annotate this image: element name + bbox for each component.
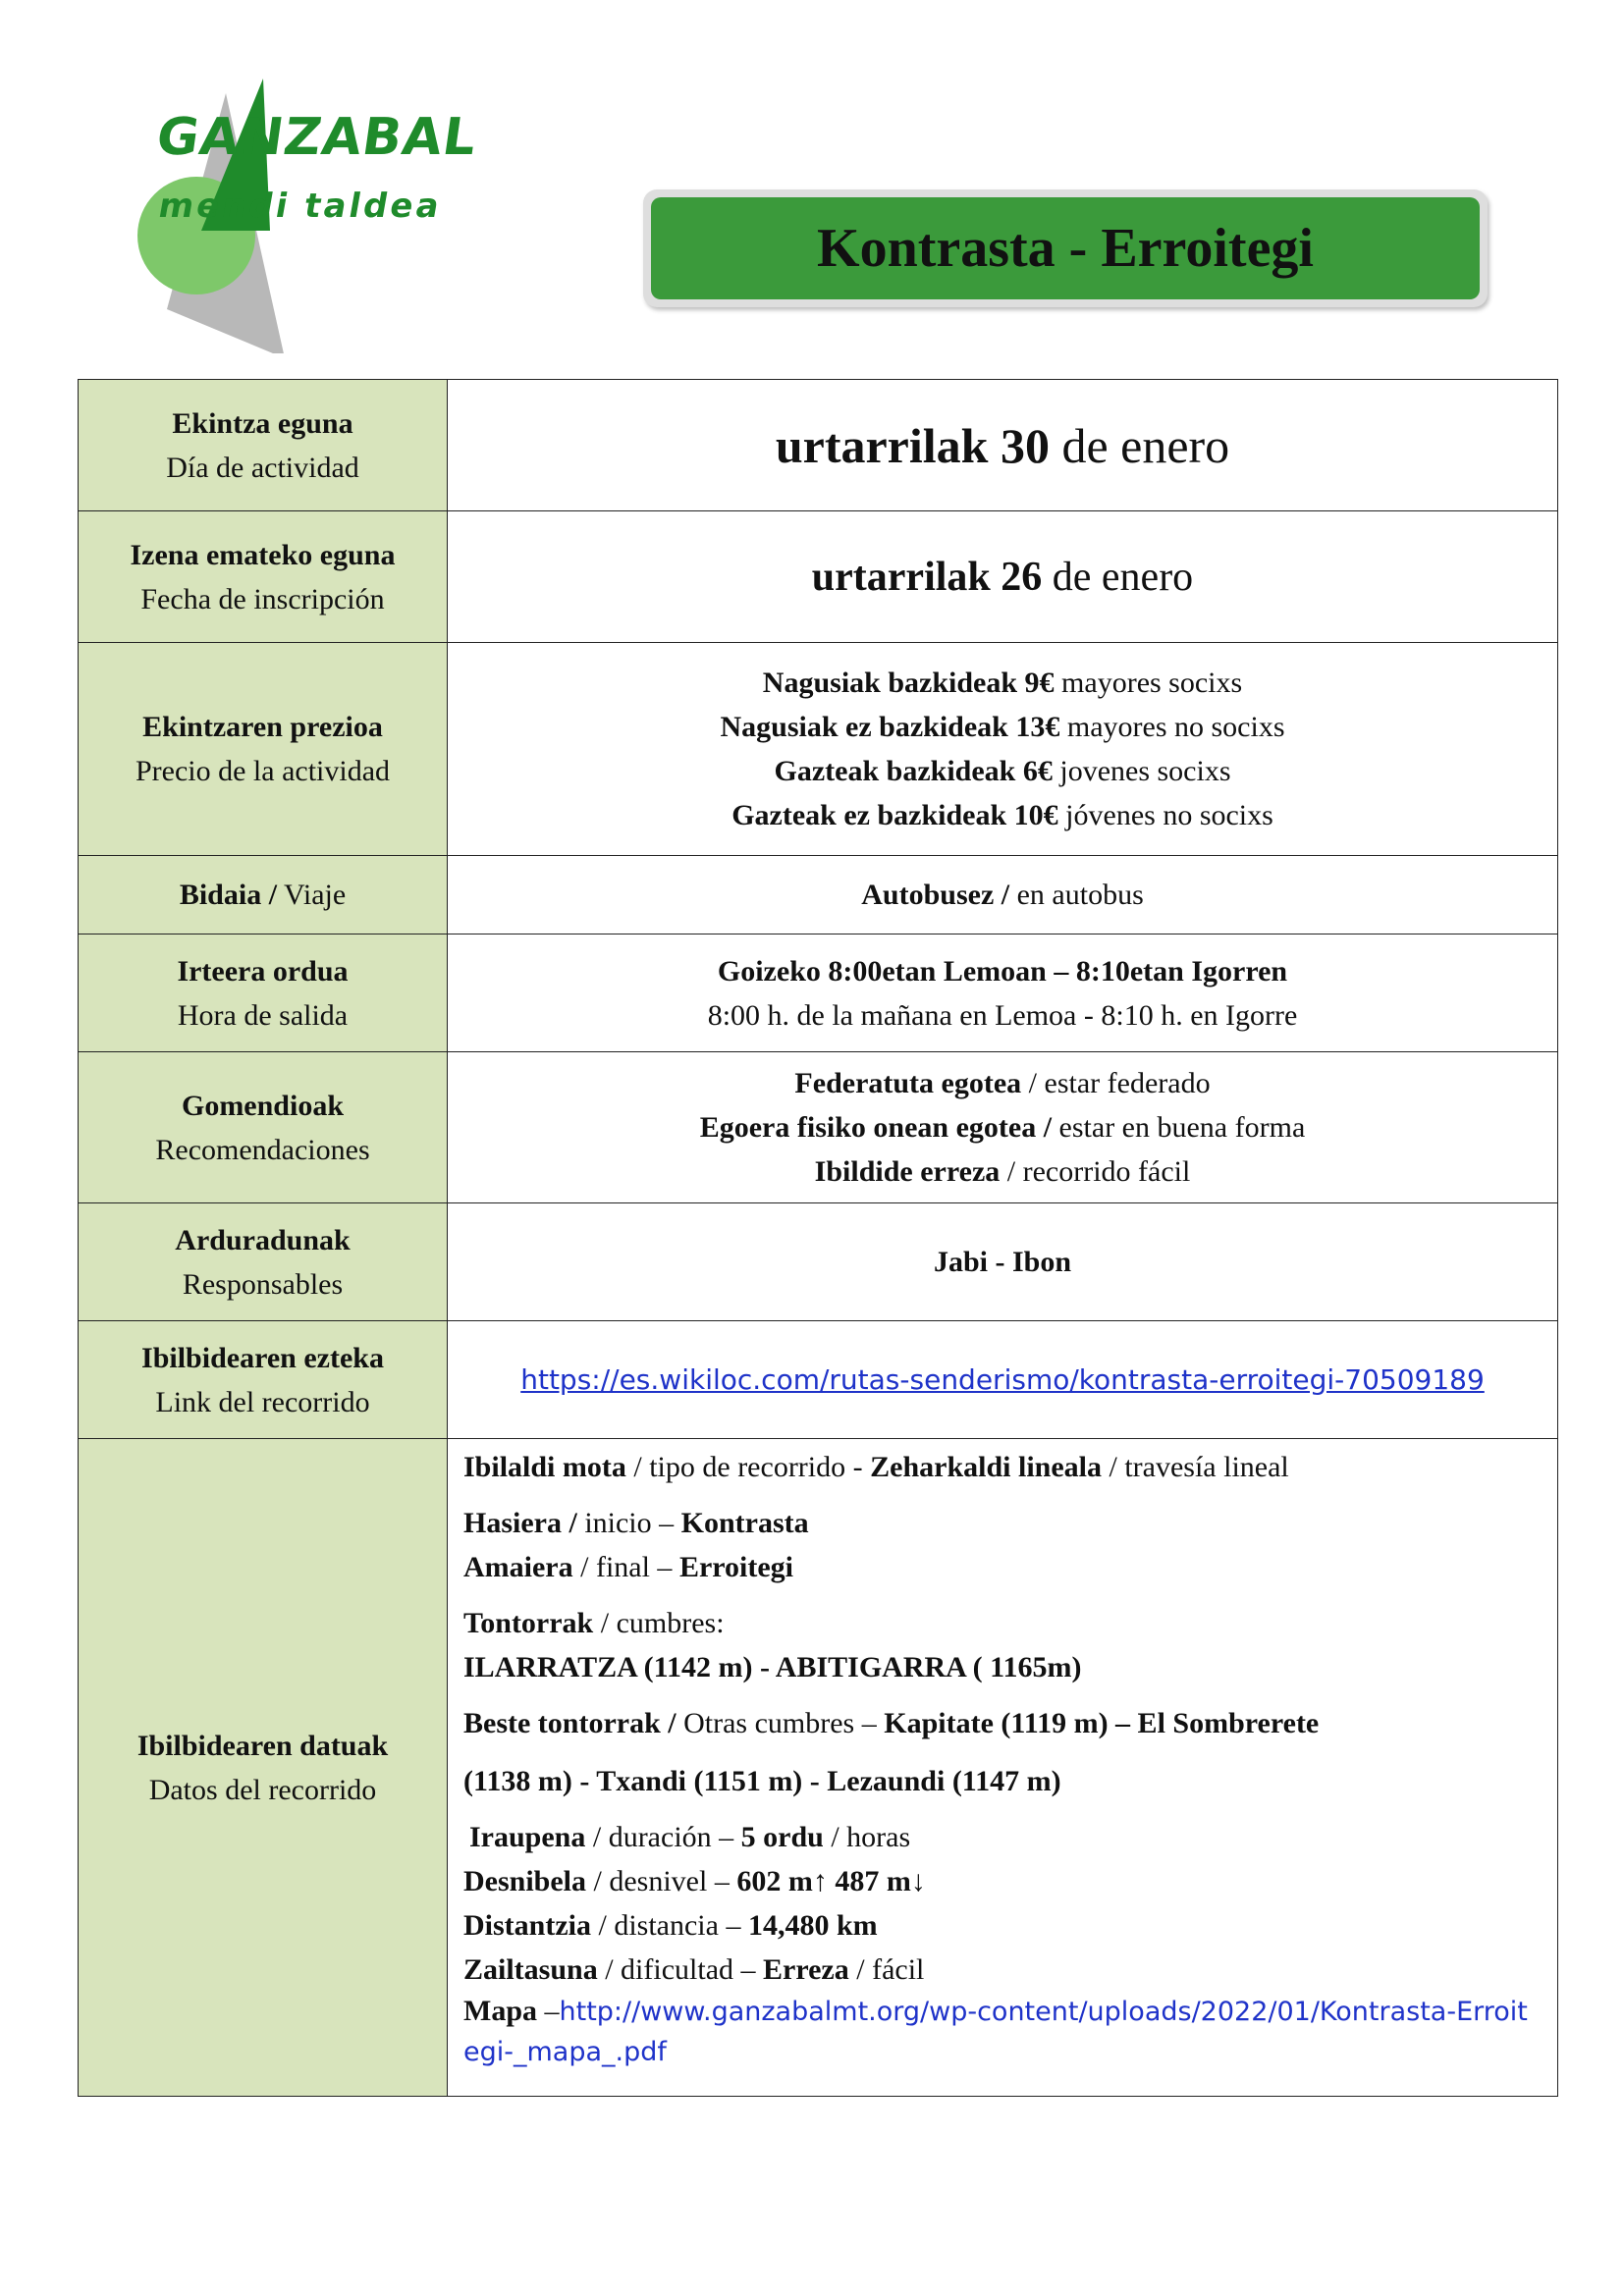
recommendation-line: [448, 1105, 1557, 1149]
duration-value: 5 ordu: [740, 1821, 824, 1853]
label-eu: Izena emateko eguna: [130, 538, 396, 571]
label-cell: [79, 1439, 448, 2097]
price-line-bold: Nagusiak ez bazkideak 13€: [720, 711, 1060, 743]
price-line: [448, 793, 1557, 837]
other-peaks-value-cont: (1138 m) - Txandi (1151 m) - Lezaundi (1147 m): [463, 1765, 1061, 1797]
label-es: Viaje: [277, 879, 347, 911]
label-cell: [79, 1203, 448, 1321]
label-cell: [79, 511, 448, 643]
page-title: Kontrasta - Erroitegi: [651, 197, 1480, 299]
departure-eu: Goizeko 8:00etan Lemoan – 8:10etan Igorren: [717, 954, 1288, 988]
elevation-es: / desnivel –: [586, 1865, 737, 1897]
row-registration-day: [79, 511, 1558, 643]
price-line-rest: jovenes socixs: [1052, 755, 1231, 787]
map-line: [463, 1992, 1540, 2072]
other-peaks-value: Kapitate (1119 m) – El Sombrerete: [884, 1707, 1320, 1739]
label-es: Datos del recorrido: [148, 1773, 377, 1806]
price-line: [448, 705, 1557, 749]
label-cell: [79, 643, 448, 856]
distance-es: / distancia –: [591, 1909, 748, 1942]
row-price: [79, 643, 1558, 856]
row-travel: [79, 856, 1558, 934]
label-es: Fecha de inscripción: [140, 582, 385, 615]
elevation-line: [463, 1859, 1540, 1903]
end-value: Erroitegi: [678, 1551, 794, 1583]
difficulty-value-es: / fácil: [848, 1953, 925, 1986]
label-cell: [79, 380, 448, 511]
price-line-rest: mayores socixs: [1054, 667, 1243, 699]
difficulty-label: Zailtasuna: [463, 1953, 598, 1986]
value-cell: [448, 1052, 1558, 1203]
distance-value: 14,480 km: [747, 1909, 878, 1942]
recommendation-rest: / recorrido fácil: [1000, 1155, 1191, 1188]
label-eu: Ibilbidearen ezteka: [141, 1341, 384, 1374]
value-cell: [448, 856, 1558, 934]
map-link[interactable]: http://www.ganzabalmt.org/wp-content/uploads/2022/01/Kontrasta-Erroitegi-_mapa_.pdf: [463, 1997, 1528, 2067]
duration-es: / duración –: [585, 1821, 741, 1853]
recommendation-rest: estar en buena forma: [1052, 1111, 1306, 1144]
label-eu: Irteera ordua: [177, 954, 349, 988]
peaks-label: Tontorrak: [463, 1607, 594, 1639]
label-cell: [79, 1321, 448, 1439]
label-eu: Bidaia /: [179, 879, 278, 911]
map-sep: –: [537, 1995, 560, 2027]
recommendation-rest: / estar federado: [1021, 1067, 1211, 1099]
end-label: Amaiera: [463, 1551, 573, 1583]
price-line-bold: Nagusiak bazkideak 9€: [762, 667, 1055, 699]
value-cell: [448, 934, 1558, 1052]
activity-info-table: [78, 379, 1558, 2097]
price-line-bold: Gazteak ez bazkideak 10€: [731, 799, 1058, 831]
duration-unit: / horas: [823, 1821, 911, 1853]
peaks-value: ILARRATZA (1142 m) - ABITIGARRA ( 1165m): [463, 1651, 1082, 1683]
route-type-es: / travesía lineal: [1102, 1451, 1289, 1483]
row-responsibles: [79, 1203, 1558, 1321]
recommendation-bold: Federatuta egotea: [794, 1067, 1022, 1099]
label-es: Link del recorrido: [155, 1385, 370, 1418]
responsibles-value: Jabi - Ibon: [448, 1203, 1558, 1321]
value-cell: [448, 1321, 1558, 1439]
registration-date-bold: urtarrilak 26: [811, 554, 1043, 600]
route-type-label: Ibilaldi mota: [463, 1451, 626, 1483]
elevation-value: 602 m↑ 487 m↓: [736, 1865, 926, 1897]
activity-date-bold: urtarrilak 30: [775, 417, 1050, 473]
distance-label: Distantzia: [463, 1909, 591, 1942]
registration-date-rest: de enero: [1042, 554, 1194, 600]
difficulty-value: Erreza: [763, 1953, 849, 1986]
title-banner: [643, 189, 1488, 307]
peaks-es: / cumbres:: [593, 1607, 725, 1639]
value-cell: [448, 380, 1558, 511]
end-es: / final –: [572, 1551, 679, 1583]
map-label: Mapa: [463, 1995, 537, 2027]
travel-bold: Autobusez /: [861, 879, 1010, 911]
difficulty-line: [463, 1948, 1540, 1992]
price-line: [448, 749, 1557, 793]
row-recommendations: [79, 1052, 1558, 1203]
price-line-rest: mayores no socixs: [1059, 711, 1285, 743]
value-cell: [448, 643, 1558, 856]
row-activity-day: [79, 380, 1558, 511]
label-eu: Ekintzaren prezioa: [142, 711, 383, 743]
row-route-link: [79, 1321, 1558, 1439]
other-peaks-es: Otras cumbres –: [676, 1707, 885, 1739]
logo-subtitle: mendi taldea: [155, 187, 446, 226]
label-eu: Gomendioak: [181, 1089, 345, 1122]
duration-line: [463, 1815, 1540, 1859]
label-eu: Ibilbidearen datuak: [136, 1729, 389, 1762]
peaks-line: [463, 1601, 1540, 1645]
price-line-bold: Gazteak bazkideak 6€: [774, 755, 1053, 787]
elevation-label: Desnibela: [463, 1865, 587, 1897]
label-cell: [79, 856, 448, 934]
price-line-rest: jóvenes no socixs: [1057, 799, 1273, 831]
route-type-line: [463, 1445, 1540, 1489]
row-route-data: [79, 1439, 1558, 2097]
recommendation-bold: Ibildide erreza: [814, 1155, 1001, 1188]
route-link[interactable]: https://es.wikiloc.com/rutas-senderismo/kontrasta-erroitegi-70509189: [520, 1363, 1485, 1396]
start-label: Hasiera /: [463, 1507, 577, 1539]
route-details: [448, 1439, 1558, 2097]
route-type-sep: / tipo de recorrido -: [625, 1451, 871, 1483]
route-type-value: Zeharkaldi lineala: [870, 1451, 1102, 1483]
price-line: [448, 661, 1557, 705]
activity-date-rest: de enero: [1049, 417, 1230, 473]
route-end-line: [463, 1545, 1540, 1589]
label-cell: [79, 1052, 448, 1203]
duration-label: Iraupena: [469, 1821, 586, 1853]
recommendation-line: [448, 1149, 1557, 1194]
other-peaks-label: Beste tontorrak /: [463, 1707, 677, 1739]
recommendation-bold: Egoera fisiko onean egotea /: [699, 1111, 1053, 1144]
label-es: Hora de salida: [177, 998, 349, 1032]
row-departure: [79, 934, 1558, 1052]
logo-name: GANZABAL: [152, 108, 481, 167]
value-cell: [448, 511, 1558, 643]
route-start-line: [463, 1501, 1540, 1545]
label-es: Día de actividad: [166, 451, 359, 484]
recommendation-line: [448, 1061, 1557, 1105]
start-value: Kontrasta: [680, 1507, 809, 1539]
travel-rest: en autobus: [1009, 879, 1144, 911]
difficulty-es: / dificultad –: [597, 1953, 764, 1986]
other-peaks-line: [463, 1701, 1540, 1745]
label-es: Recomendaciones: [155, 1133, 370, 1166]
label-cell: [79, 934, 448, 1052]
distance-line: [463, 1903, 1540, 1948]
label-es: Precio de la actividad: [135, 755, 391, 787]
label-eu: Ekintza eguna: [172, 406, 353, 440]
start-es: inicio –: [576, 1507, 681, 1539]
departure-es: 8:00 h. de la mañana en Lemoa - 8:10 h. en Igorre: [707, 998, 1298, 1032]
label-es: Responsables: [182, 1267, 344, 1301]
label-eu: Arduradunak: [175, 1223, 351, 1256]
